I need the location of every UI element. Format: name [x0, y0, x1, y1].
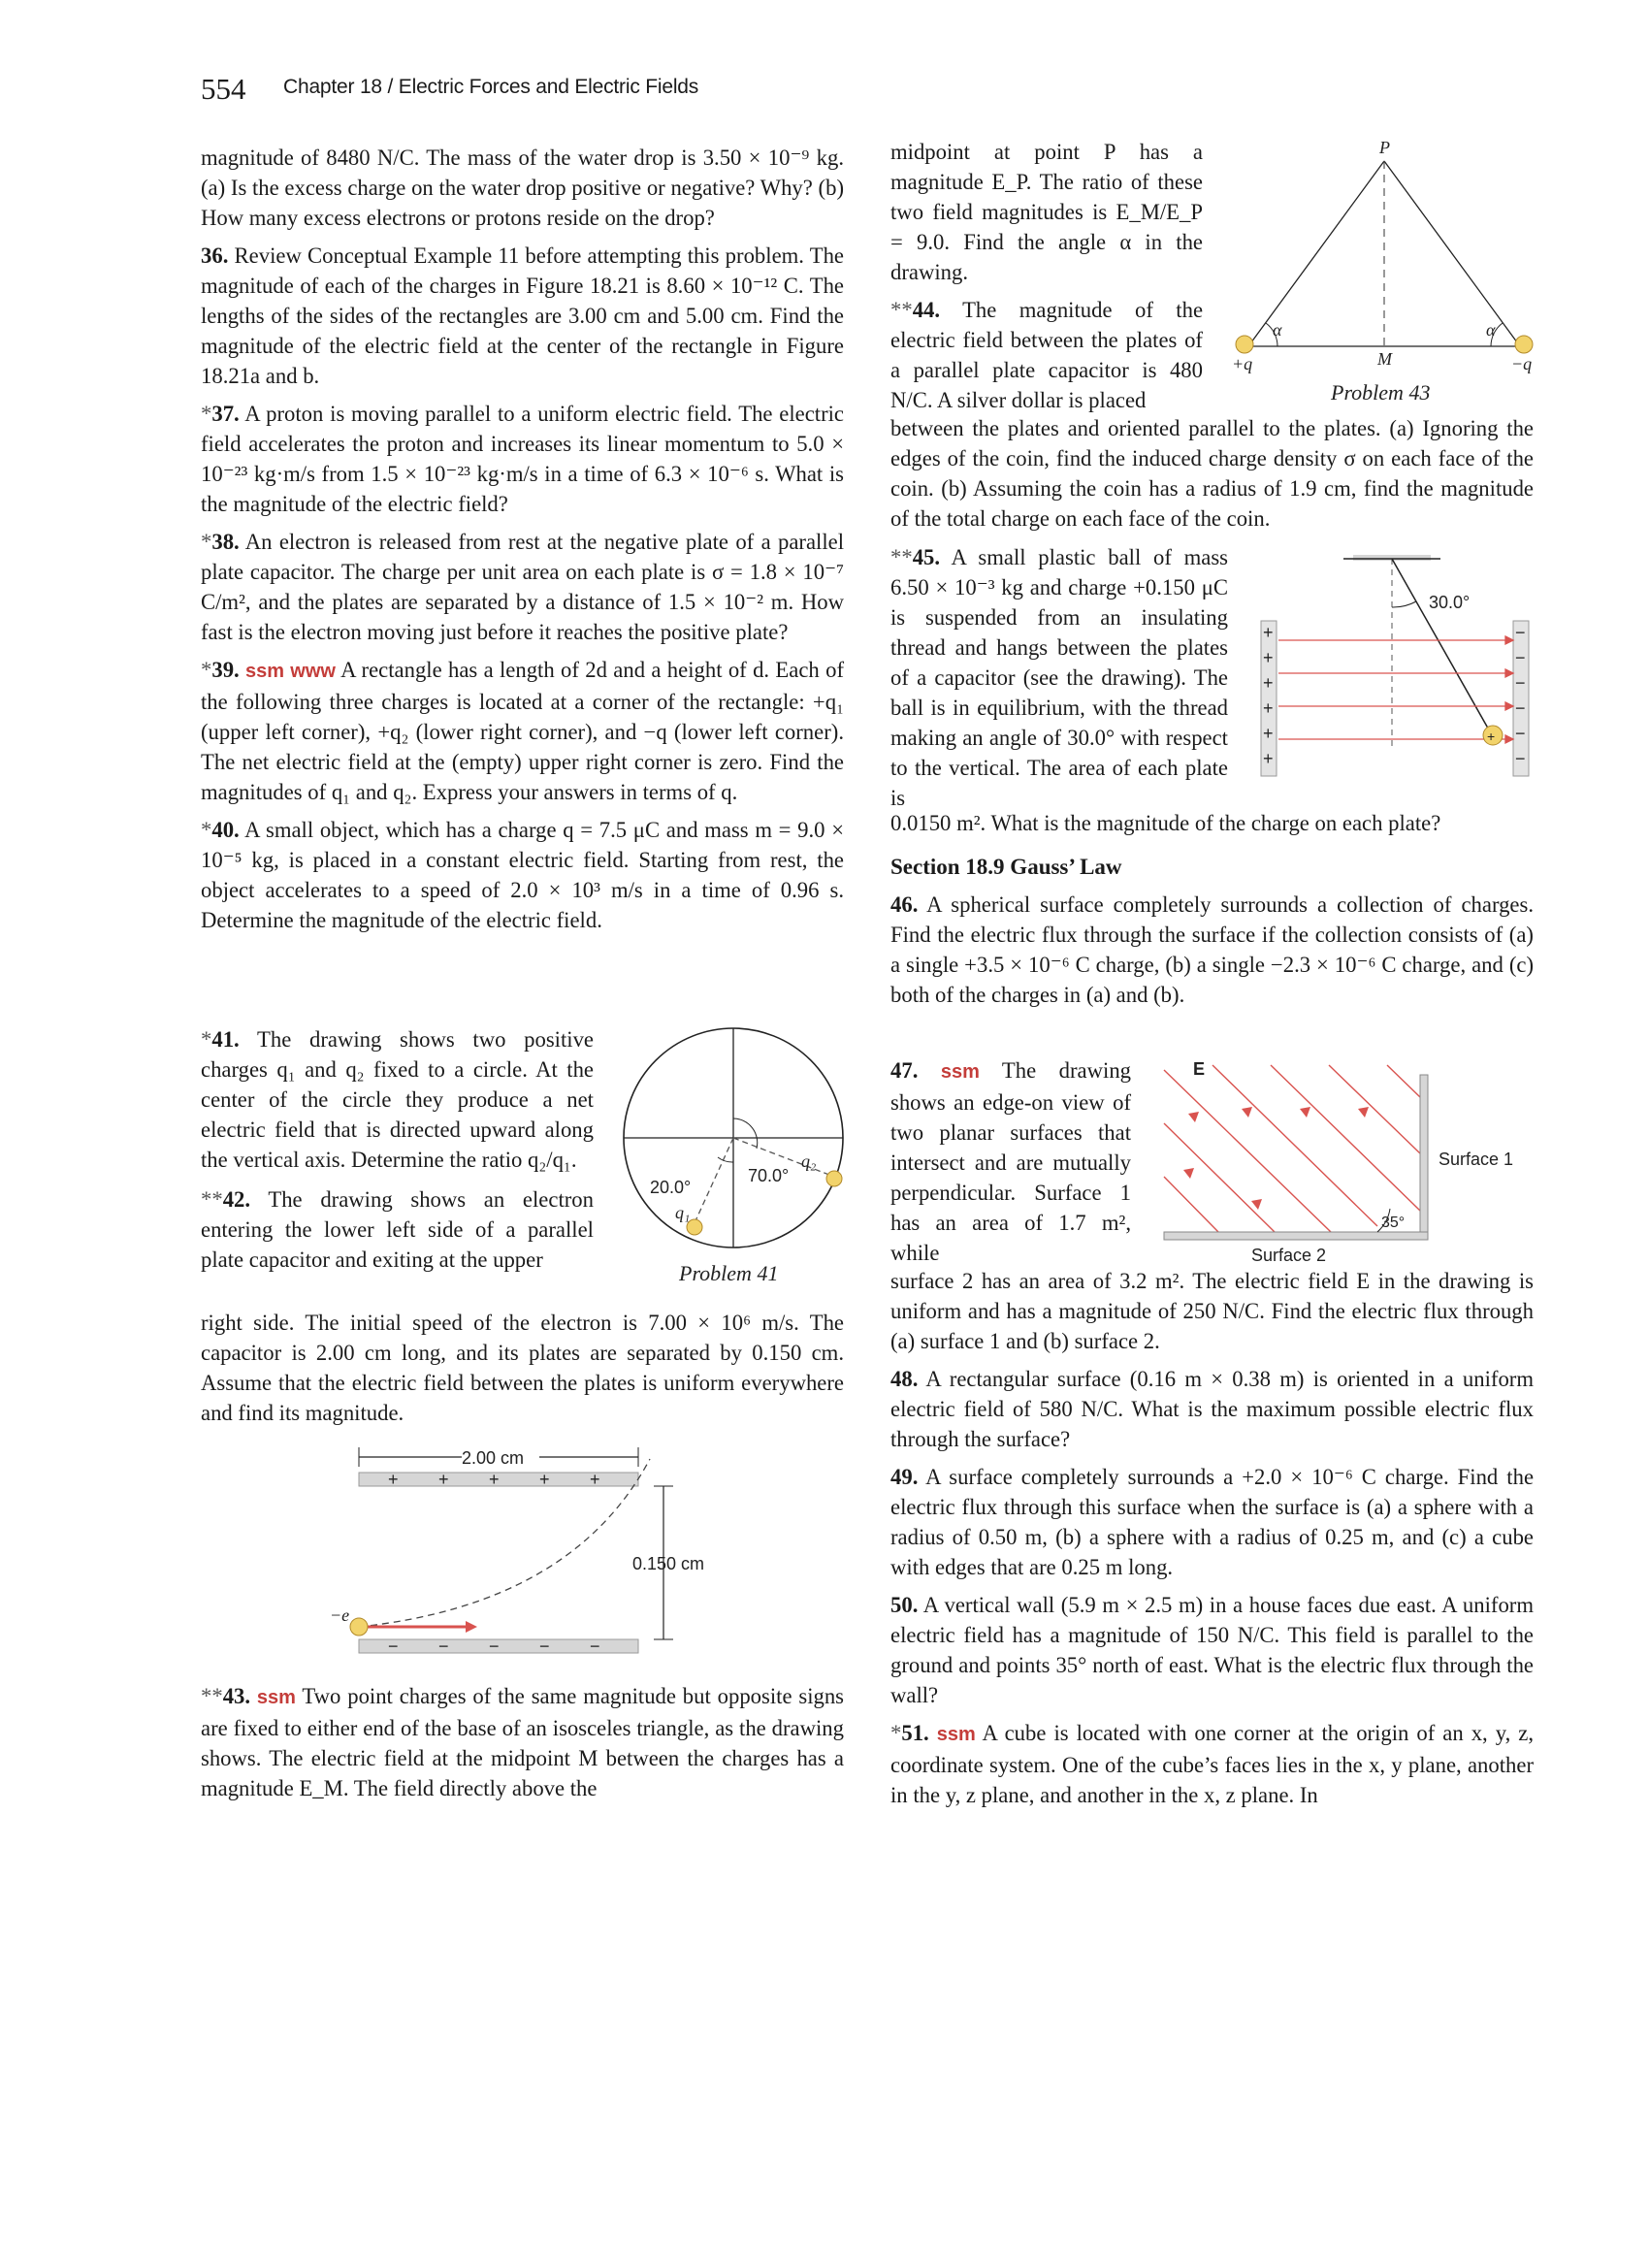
problem-text: between the plates and oriented parallel to the plates. (a) Ignoring the edges of the coin, find the induced charge density σ on each face of the coin. (b) Assuming the coin has a radius of 1.9 cm, find the magnitude of the total charge on each face of the coin.: [890, 416, 1534, 531]
label-minus-q: −q: [1511, 354, 1533, 373]
difficulty-stars: *: [201, 530, 212, 554]
svg-text:−: −: [1515, 648, 1526, 667]
left-column-upper: [201, 143, 844, 943]
svg-text:+: +: [1263, 648, 1274, 667]
chapter-title: Chapter 18 / Electric Forces and Electric Fields: [283, 76, 699, 98]
ssm-tag: ssm: [936, 1724, 976, 1745]
problem-text: Two point charges of the same magnitude but opposite signs are fixed to either end of the base of an isosceles triangle, as the drawing shows. The electric field at the midpoint M between the charges has a magnitude E_M. The field directly above the: [201, 1684, 845, 1800]
label-E: E: [1193, 1059, 1206, 1079]
charge-q2: [826, 1171, 842, 1186]
problem-text: 0.0150 m². What is the magnitude of the charge on each plate?: [890, 811, 1441, 835]
svg-text:+: +: [1263, 749, 1274, 768]
problem-text: An electron is released from rest at the negative plate of a parallel plate capacitor. The charge per unit area on each plate is σ = 1.8 × 10⁻⁷ C/m², and the plates are separated by a distance of 1.5 × 10⁻² m. How fast is the electron moving just before it reaches the positive plate?: [201, 530, 844, 644]
label-surface-2: Surface 2: [1251, 1246, 1327, 1265]
gap-label: 0.150 cm: [632, 1554, 705, 1573]
electron: [350, 1618, 368, 1636]
problem-number: 45.: [912, 545, 941, 569]
plus-sign: +: [590, 1470, 600, 1489]
problem-43-tail-and-44: [890, 137, 1203, 423]
electron-label: −e: [330, 1605, 350, 1625]
svg-text:+: +: [1263, 698, 1274, 718]
label-P: P: [1379, 138, 1390, 157]
problem-number: 49.: [890, 1465, 919, 1489]
charge-plus-q: [1236, 336, 1253, 353]
plus-sign: +: [539, 1470, 550, 1489]
ssm-tag: ssm: [256, 1687, 296, 1708]
difficulty-stars: **: [201, 1684, 223, 1708]
caption-problem-41: Problem 41: [679, 1261, 779, 1285]
difficulty-stars: *: [890, 1721, 902, 1745]
problem-number: 36.: [201, 243, 229, 268]
problem-number: 39.: [211, 658, 240, 682]
label-20: 20.0°: [650, 1178, 692, 1197]
problem-37: [201, 399, 844, 519]
figure-problem-45: [1251, 543, 1542, 795]
svg-text:+: +: [1263, 673, 1274, 693]
surface-2: [1164, 1232, 1428, 1240]
svg-text:−: −: [1515, 623, 1526, 642]
problem-number: 37.: [211, 402, 240, 426]
angle-label: 35°: [1381, 1215, 1406, 1231]
problem-text: A surface completely surrounds a +2.0 × 10⁻⁶ C charge. Find the electric flux through this surface when the surface is (a) a sphere with a radius of 0.50 m, (b) a sphere with a radius of 0.25 m, and (c) a cube with edges that are 0.25 m long.: [890, 1465, 1535, 1579]
problem-42-continued: [201, 1308, 844, 1436]
right-column-lower: [890, 1266, 1534, 1818]
svg-text:+: +: [1263, 623, 1274, 642]
svg-text:−: −: [1515, 673, 1526, 693]
problem-number: 51.: [901, 1721, 929, 1745]
triangle-right-side: [1384, 161, 1520, 346]
problem-45: [890, 542, 1228, 821]
problem-44-continued: [890, 413, 1534, 541]
svg-text:+: +: [1263, 724, 1274, 743]
label-q2: q₂: [801, 1151, 817, 1171]
problem-40: [201, 815, 844, 935]
difficulty-stars: **: [201, 1187, 223, 1212]
angle-arc-70: [733, 1118, 758, 1149]
field-lines: [1164, 1065, 1420, 1232]
problem-39: [201, 655, 844, 807]
problem-number: 48.: [890, 1367, 919, 1391]
minus-sign: −: [438, 1636, 449, 1656]
problem-41: [201, 1024, 594, 1282]
field-lines: [1278, 636, 1513, 743]
svg-text:−: −: [1515, 724, 1526, 743]
problem-number: 50.: [890, 1593, 919, 1617]
problem-47: [890, 1055, 1131, 1276]
problem-text: A cube is located with one corner at the origin of an x, y, z, coordinate system. One of the cube’s faces lies in the x, y plane, another in the y, z plane, and another in the x, z plane. In: [890, 1721, 1534, 1807]
velocity-arrowhead: [466, 1621, 477, 1633]
ball-plus: +: [1487, 729, 1496, 744]
surface-1: [1420, 1075, 1428, 1240]
label-plus-q: +q: [1232, 354, 1253, 373]
figure-problem-42: [330, 1440, 718, 1682]
problem-text: A proton is moving parallel to a uniform electric field. The electric field accelerates the proton and increases its linear momentum to 5.0 × 10⁻²³ kg·m/s from 1.5 × 10⁻²³ kg·m/s in a time of 6.3 × 10⁻⁶ s. What is the magnitude of the electric field?: [201, 402, 845, 516]
dashed-line-q1: [694, 1138, 733, 1225]
problem-text: A spherical surface completely surrounds a collection of charges. Find the electric flux through the surface if the collection consists of (a) a single +3.5 × 10⁻⁶ C charge, (b) a single −2.3 × 10⁻⁶ C charge, and (c) both of the charges in (a) and (b).: [890, 892, 1534, 1007]
angle-label: 30.0°: [1429, 593, 1471, 612]
problem-text: A small object, which has a charge q = 7.5 μC and mass m = 9.0 × 10⁻⁵ kg, is placed in a constant electric field. Starting from rest, the object accelerates to a speed of 2.0 × 10³ m/s in a time of 0.96 s. Determine the magnitude of the electric field.: [201, 818, 845, 932]
problem-number: 44.: [912, 298, 941, 322]
caption-problem-43: Problem 43: [1331, 380, 1431, 405]
svg-text:−: −: [1515, 698, 1526, 718]
minus-sign: −: [539, 1636, 550, 1656]
plus-sign: +: [388, 1470, 399, 1489]
problem-number: 40.: [211, 818, 240, 842]
minus-sign: −: [590, 1636, 600, 1656]
problem-text: A rectangle has a length of 2d and a height of d. Each of the following three charges is located at a corner of the rectangle: +q₁ (upper left corner), +q₂ (lower right corner), and −q (lower left corner). The net electric field at the (empty) upper right corner is zero. Find the magnitudes of q₁ and q₂. Express your answers in terms of q.: [201, 658, 844, 804]
problem-38: [201, 527, 844, 647]
alpha-left: α: [1273, 320, 1282, 340]
field-arrowheads: [1183, 1107, 1369, 1210]
minus-sign: −: [388, 1636, 399, 1656]
problem-text: The magnitude of the electric field between the plates of a parallel plate capacitor is 480 N/C. A silver dollar is placed: [890, 298, 1204, 412]
section-heading: Section 18.9 Gauss’ Law: [890, 855, 1122, 879]
triangle-left-side: [1248, 161, 1384, 346]
difficulty-stars: *: [201, 1027, 212, 1052]
difficulty-stars: *: [201, 402, 212, 426]
angle-arc: [1392, 601, 1416, 607]
problem-number: 46.: [890, 892, 919, 917]
problem-number: 42.: [222, 1187, 251, 1212]
problem-text: right side. The initial speed of the electron is 7.00 × 10⁶ m/s. The capacitor is 2.00 cm long, and its plates are separated by 0.150 cm. Assume that the electric field between the plates is uniform everywhere and find its magnitude.: [201, 1311, 844, 1425]
problem-number: 38.: [211, 530, 240, 554]
problem-number: 47.: [890, 1058, 919, 1083]
problem-36: [201, 241, 844, 391]
plus-sign: +: [489, 1470, 500, 1489]
page-number: 554: [201, 72, 246, 106]
problem-text: The drawing shows an edge-on view of two planar surfaces that intersect and are mutually perpendicular. Surface 1 has an area of 1.7 m², while: [890, 1058, 1132, 1265]
plus-sign: +: [438, 1470, 449, 1489]
difficulty-stars: *: [201, 658, 212, 682]
problem-text: A vertical wall (5.9 m × 2.5 m) in a house faces due east. A uniform electric field has a magnitude of 150 N/C. This field is parallel to the ground and points 35° north of east. What is the electric flux through the wall?: [890, 1593, 1535, 1707]
label-surface-1: Surface 1: [1439, 1150, 1514, 1169]
problem-text: The drawing shows an electron entering the lower left side of a parallel plate capacitor and exiting at the upper: [201, 1187, 594, 1272]
problem-text: surface 2 has an area of 3.2 m². The electric field E in the drawing is uniform and has a magnitude of 250 N/C. Find the electric flux through (a) surface 1 and (b) surface 2.: [890, 1269, 1534, 1353]
figure-problem-43: [1224, 136, 1554, 417]
svg-text:−: −: [1515, 749, 1526, 768]
alpha-right: α: [1486, 320, 1496, 340]
problem-45-continued: [890, 808, 1534, 1018]
label-q1: q₁: [675, 1203, 691, 1222]
charge-minus-q: [1515, 336, 1533, 353]
difficulty-stars: **: [890, 545, 913, 569]
problem-text: Review Conceptual Example 11 before attempting this problem. The magnitude of each of the charges in Figure 18.21 is 8.60 × 10⁻¹² C. The lengths of the sides of the rectangles are 3.00 cm and 5.00 cm. Find the magnitude of the electric field at the center of the rectangle in Figure 18.21a and b.: [201, 243, 845, 388]
problem-number: 41.: [211, 1027, 240, 1052]
problem-text: midpoint at point P has a magnitude E_P. The ratio of these two field magnitudes is E_M/E_P = 9.0. Find the angle α in the drawing.: [890, 140, 1203, 284]
difficulty-stars: **: [890, 298, 913, 322]
problem-number: 43.: [222, 1684, 251, 1708]
difficulty-stars: *: [201, 818, 212, 842]
figure-problem-47: [1145, 1055, 1552, 1269]
label-70: 70.0°: [748, 1166, 790, 1185]
angle-arc-20: [718, 1157, 733, 1162]
problem-text: The drawing shows two positive charges q₁ and q₂ fixed to a circle. At the center of the circle they produce a net electric field that is directed upward along the vertical axis. Determine the ratio q₂/q₁.: [201, 1027, 595, 1172]
problem-text: A rectangular surface (0.16 m × 0.38 m) is oriented in a uniform electric field of 580 N/C. What is the maximum possible electric flux through the surface?: [890, 1367, 1535, 1451]
problem-35-tail: magnitude of 8480 N/C. The mass of the water drop is 3.50 × 10⁻⁹ kg. (a) Is the excess charge on the water drop positive or negative? Why? (b) How many excess electrons or protons reside on the drop?: [201, 146, 844, 230]
label-M: M: [1377, 349, 1392, 369]
ssm-tag: ssm: [940, 1061, 980, 1083]
minus-sign: −: [489, 1636, 500, 1656]
ssm-www-tag: ssm www: [245, 661, 336, 682]
problem-text: A small plastic ball of mass 6.50 × 10⁻³ kg and charge +0.150 μC is suspended from an insulating thread and hangs between the plates of a capacitor (see the drawing). The ball is in equilibrium, with the thread making an angle of 30.0° with respect to the vertical. The area of each plate is: [890, 545, 1228, 810]
figure-problem-41: [621, 1026, 854, 1298]
problem-43: [201, 1681, 844, 1811]
dimension-length: 2.00 cm: [462, 1448, 525, 1468]
thread: [1392, 559, 1491, 733]
